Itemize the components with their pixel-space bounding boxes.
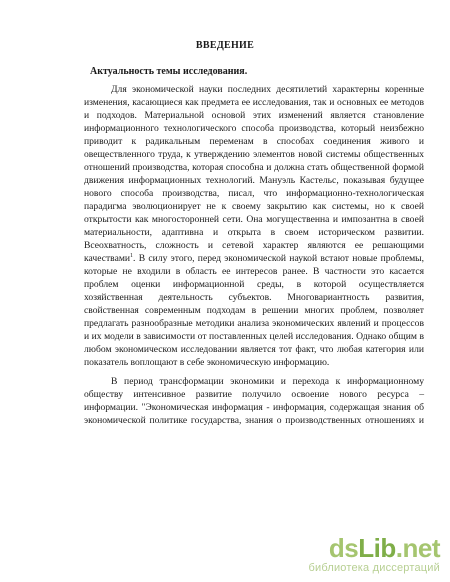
document-heading: ВВЕДЕНИЕ bbox=[195, 40, 255, 51]
text-line: парадигма эволюционирует не к своему закрытию как системы, но к своей bbox=[84, 201, 424, 212]
dslib-logo: dsLib.net bbox=[328, 533, 440, 563]
text-line: и подходов. Материальной основой этих изменений является становление bbox=[84, 110, 424, 121]
text-line: обществу интенсивное развитие получило освоение нового ресурса – bbox=[84, 389, 424, 400]
text-line: любом экономическом исследовании является тот факт, что любая категория или bbox=[84, 344, 424, 355]
text-line: изменения, касающиеся как предмета ее исследования, так и основных ее методов bbox=[84, 97, 424, 108]
text-line: предлагать разнообразные методики анализа экономических явлений и процессов bbox=[84, 318, 424, 329]
text-line: Для экономической науки последних десятилетий характерны коренные bbox=[111, 84, 424, 95]
text-line: приводит к радикальным переменам в способах соединения живого и bbox=[84, 136, 424, 147]
text-line: хозяйственная деятельность субъектов. Многовариантность развития, bbox=[84, 292, 424, 303]
text-segment: . В силу этого, перед экономической наукой встают новые проблемы, bbox=[133, 253, 424, 264]
watermark-subtitle: библиотека диссертаций bbox=[308, 562, 440, 574]
text-line: открытости как многосторонней сети. Она могущественна и импозантна в своей bbox=[84, 214, 424, 225]
text-line: свойственная современным подходам в решении многих проблем, позволяет bbox=[84, 305, 424, 316]
text-line: нового способа производства, писал, что информационно-технологическая bbox=[84, 188, 424, 199]
text-line: информации. "Экономическая информация - информация, содержащая знания об bbox=[84, 402, 424, 413]
dslib-watermark bbox=[308, 535, 440, 574]
text-line: материальности, адаптивна и открыта в своем историческом развитии. bbox=[84, 227, 424, 238]
text-line: движения информационных технологий. Мануэль Кастельс, показывая будущее bbox=[84, 175, 424, 186]
text-line: Всеохватность, сложность и сетевой характер являются ее решающими bbox=[84, 240, 424, 251]
text-line-with-footnote bbox=[84, 253, 424, 265]
text-line: экономической политике государства, знания о производственных отношениях и bbox=[84, 415, 424, 426]
text-line: овеществленного труда, к утверждению элементов новой системы общественных bbox=[84, 149, 424, 160]
text-segment: качествами bbox=[84, 253, 131, 264]
text-line: которые не входили в область ее интересов ранее. В частности это касается bbox=[84, 266, 424, 277]
text-line: В период трансформации экономики и перехода к информационному bbox=[111, 376, 424, 387]
section-subheading: Актуальность темы исследования. bbox=[90, 66, 248, 77]
text-line: информационного технологического способа производства, который неизбежно bbox=[84, 123, 424, 134]
text-line: и их модели в зависимости от поставленных целей исследования. Однако общим в bbox=[84, 331, 424, 342]
text-line: показатель воплощают в себе экономическую информацию. bbox=[84, 357, 330, 368]
text-line: отношений производства, которая способна и должна стать общественной формой bbox=[84, 162, 424, 173]
text-line: проблем оценки информационной среды, в которой осуществляется bbox=[84, 279, 424, 290]
footnote-mark: 1 bbox=[130, 252, 134, 259]
